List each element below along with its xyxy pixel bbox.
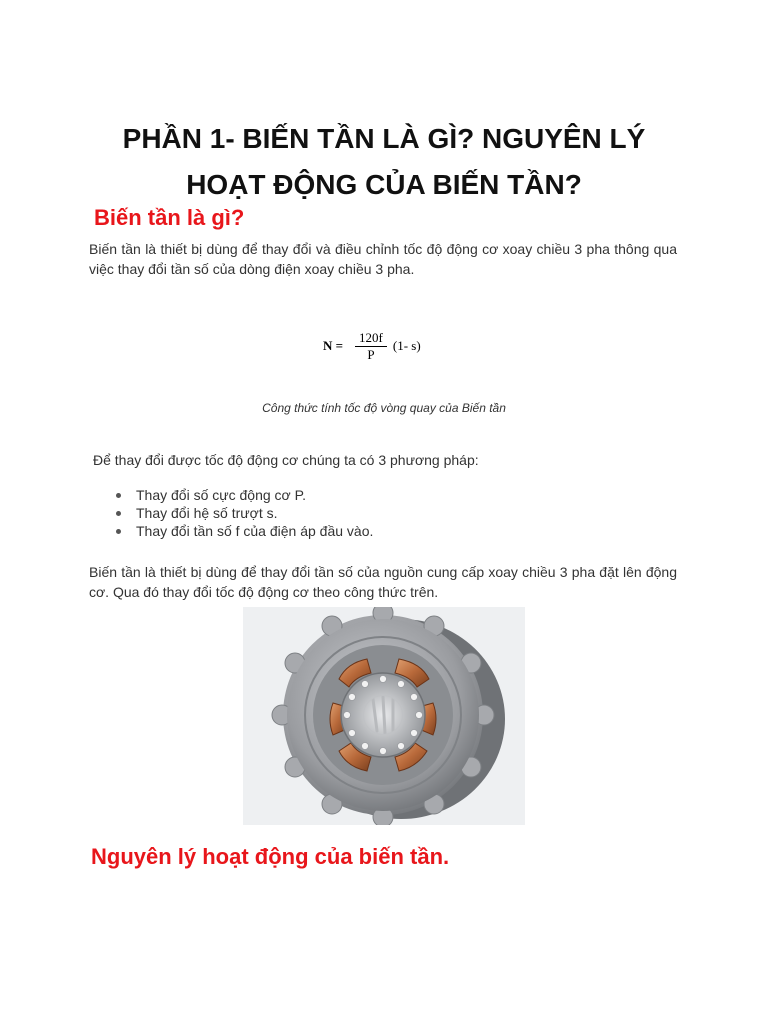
formula-caption: Công thức tính tốc độ vòng quay của Biến tần [262,401,506,415]
formula-tail: (1- s) [392,338,421,353]
list-item: Thay đổi tần số f của điện áp đầu vào. [116,522,373,540]
intro-paragraph: Biến tần là thiết bị dùng để thay đổi và điều chỉnh tốc độ động cơ xoay chiều 3 pha thông qua việc thay đổi tần số của dòng điện xoay chiều 3 pha. [89,241,677,277]
methods-list [116,486,373,540]
page-title-line-2: HOẠT ĐỘNG CỦA BIẾN TẦN? [186,169,582,200]
methods-intro: Để thay đổi được tốc độ động cơ chúng ta có 3 phương pháp: [93,452,479,468]
bullet-icon [116,511,121,516]
page-title [60,116,708,208]
page-title-line-1: PHẦN 1- BIẾN TẦN LÀ GÌ? NGUYÊN LÝ [122,123,646,154]
formula-denominator: P [367,346,375,362]
bullet-icon [116,529,121,534]
bullet-icon [116,493,121,498]
motor-stator-icon [243,607,525,825]
formula-fraction [355,330,387,363]
section-heading-what-is-inverter: Biến tần là gì? [94,205,245,230]
list-item: Thay đổi số cực động cơ P. [116,486,373,504]
motor-figure [243,607,525,825]
list-item: Thay đổi hệ số trượt s. [116,504,373,522]
inverter-paragraph: Biến tần là thiết bị dùng để thay đổi tần số của nguồn cung cấp xoay chiều 3 pha đặt lên động cơ. Qua đó thay đổi tốc độ động cơ theo công thức trên. [89,564,677,600]
section-heading-operating-principle: Nguyên lý hoạt động của biến tần. [91,844,450,869]
speed-formula [323,326,421,366]
formula-numerator: 120f [359,329,383,345]
formula-lhs: N = [323,338,344,353]
